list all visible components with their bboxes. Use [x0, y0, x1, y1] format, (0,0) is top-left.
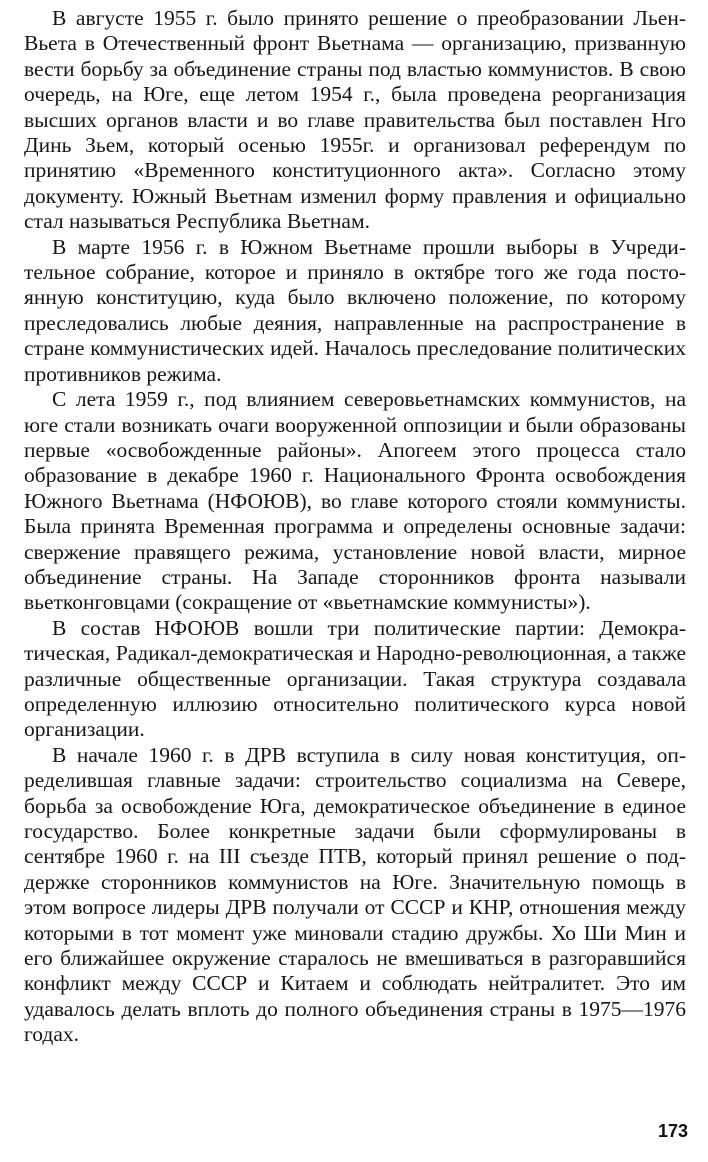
body-text [24, 6, 686, 1048]
paragraph-1: В августе 1955 г. было принято решение о преобразовании Льен-Вьета в Отечественный фронт Вьетнама — организацию, призванную вести борьбу за объединение страны под властью коммунистов. В свою очередь, на Юге, еще летом 1954 г., была проведена реорганизация высших органов власти и во главе правительства был поставлен Нго Динь Зьем, который осенью 1955г. и организовал референдум по принятию «Временного конституционного акта». Согласно этому документу. Южный Вьетнам изменил форму правления и официально стал называться Республика Вьетнам. [24, 6, 686, 234]
paragraph-3: С лета 1959 г., под влиянием северовьетнамских коммунистов, на юге стали возникать очаги вооруженной оппозиции и были образованы первые «освобожденные районы». Апогеем этого процесса стало образование в декабре 1960 г. Национального Фронта освобождения Южного Вьетнама (НФОЮВ), во главе которого стояли коммунисты. Была принята Временная программа и определены основные задачи: свержение правящего режима, установление новой власти, мирное объединение страны. На Западе сторонников фронта называли вьетконговцами (сокращение от «вьетнамские коммунисты»). [24, 387, 686, 615]
page-number: 173 [657, 1121, 688, 1141]
paragraph-4: В состав НФОЮВ вошли три политические партии: Демократическая, Радикал-демократическая и Народно-революционная, а также различные общественные организации. Такая структура создавала определенную иллюзию относительно политического курса новой организации. [24, 615, 686, 742]
paragraph-5: В начале 1960 г. в ДРВ вступила в силу новая конституция, определившая главные задачи: строительство социализма на Севере, борьба за освобождение Юга, демократическое объединение в единое государство. Более конкретные задачи были сформулированы в сентябре 1960 г. на III съезде ПТВ, который принял решение о поддержке сторонников коммунистов на Юге. Значительную помощь в этом вопросе лидеры ДРВ получали от СССР и КНР, отношения между которыми в тот момент уже миновали стадию дружбы. Хо Ши Мин и его ближайшее окружение старалось не вмешиваться в разгоравшийся конфликт между СССР и Китаем и соблюдать нейтралитет. Это им удавалось делать вплоть до полного объединения страны в 1975—1976 годах. [24, 742, 686, 1047]
paragraph-2: В марте 1956 г. в Южном Вьетнаме прошли выборы в Учредительное собрание, которое и приняло в октябре того же года постоянную конституцию, куда было включено положение, по которому преследовались любые деяния, направленные на распространение в стране коммунистических идей. Началось преследование политических противников режима. [24, 234, 686, 386]
